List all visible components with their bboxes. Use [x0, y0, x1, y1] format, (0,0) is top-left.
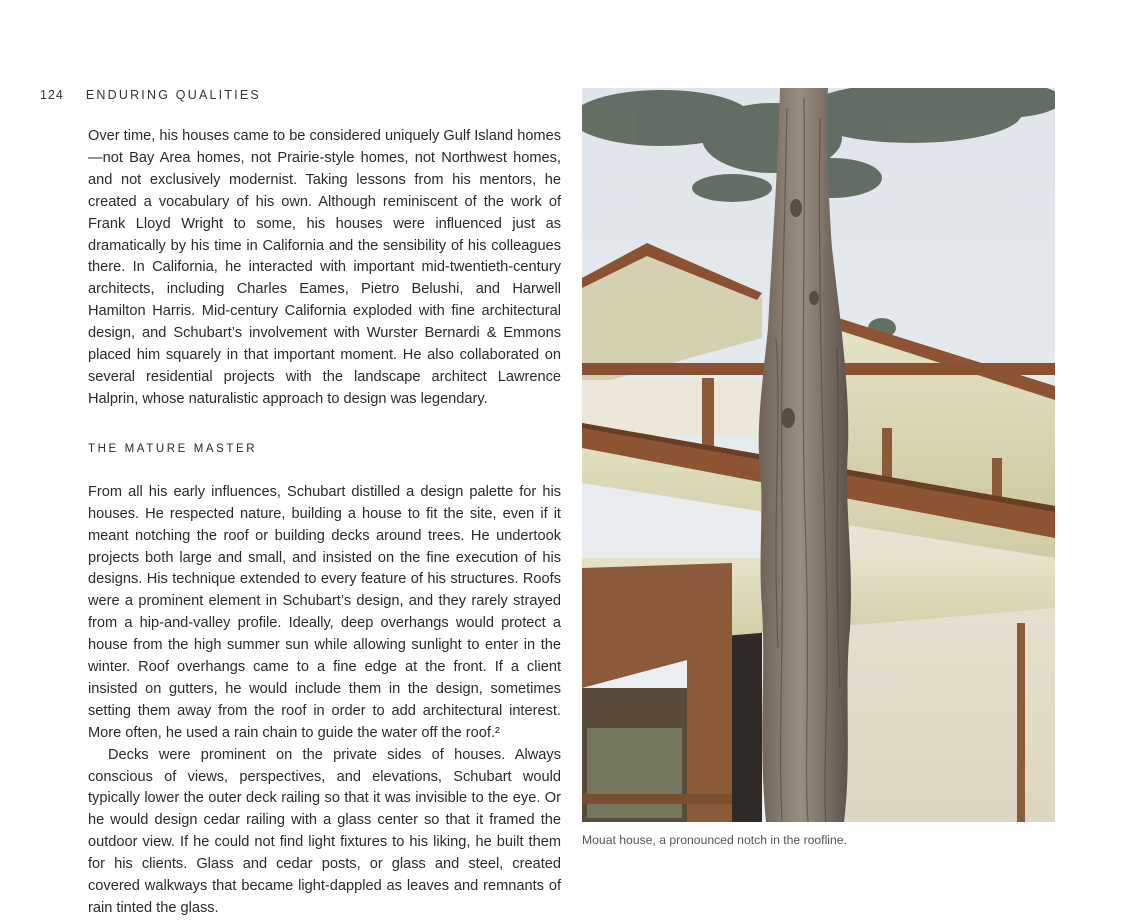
body-paragraph-2: From all his early influences, Schubart distilled a design palette for his houses. He respected nature, building a house to fit the site, even if it meant notching the roof or building decks around trees. He undertook projects both large and small, and insisted on the fine execution of his designs. His technique extended to every feature of his structures. Roofs were a prominent element in Schubart’s design, and they rarely strayed from a hip-and-valley profile. Ideally, deep overhangs would protect a house from the high summer sun while allowing sunlight to enter in the winter. Roof overhangs came to a fine edge at the front. If a client insisted on gutters, he would include them in the design, sometimes setting them away from the roof in order to add architectural interest. More often, he used a rain chain to guide the water off the roof.² — [88, 483, 561, 741]
house-photo — [582, 88, 1055, 822]
section-title: ENDURING QUALITIES — [85, 88, 261, 102]
subheading: THE MATURE MASTER — [88, 442, 258, 455]
body-paragraph-1: Over time, his houses came to be considered uniquely Gulf Island homes—not Bay Area homes, not Prairie-style homes, not Northwest homes, and not exclusively modernist. Taking lessons from his mentors, he created a vocabulary of his own. Although reminiscent of the work of Frank Lloyd Wright to some, his houses were influenced just as dramatically by his time in California and the sensibility of his colleagues there. In California, he interacted with important mid-twentieth-century architects, including Charles Eames, Pietro Belushi, and Harwell Hamilton Harris. Mid-century California exploded with fine architectural design, and Schubart’s involvement with Wurster Bernardi & Emmons placed him squarely in that important moment. He also collaborated on several residential projects with the landscape architect Lawrence Halprin, whose naturalistic approach to design was legendary. — [88, 128, 561, 407]
photo-caption: Mouat house, a pronounced notch in the roofline. — [582, 833, 847, 847]
text-column — [88, 126, 561, 920]
running-head — [40, 88, 261, 102]
page-number: 124 — [40, 88, 64, 102]
body-paragraph-3: Decks were prominent on the private sides of houses. Always conscious of views, perspectives, and elevations, Schubart would typically lower the outer deck railing so that it was invisible to the eye. Or he would design cedar railing with a glass center so that it framed the outdoor view. If he could not find light fixtures to his liking, he built them for his clients. Glass and cedar posts, or glass and steel, created covered walkways that became light-dappled as leaves and remnants of rain tinted the glass. — [88, 746, 561, 916]
